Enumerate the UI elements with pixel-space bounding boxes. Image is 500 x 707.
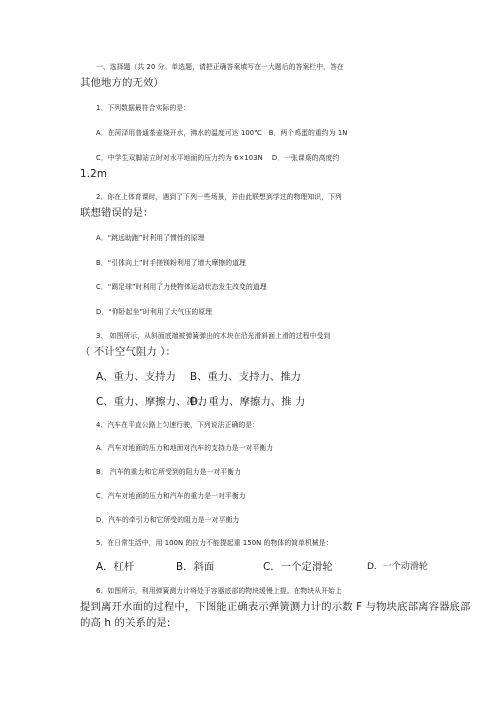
question-2-stem-continued: 联想错误的是： (80, 207, 154, 219)
question-2-option-d: D．“仰卧起坐”时利用了大气压的原理 (96, 308, 213, 316)
question-5-option-c: C．一个定滑轮 (263, 561, 333, 573)
question-4-option-a: A．汽车对地面的压力和地面对汽车的支持力是一对平衡力 (96, 444, 274, 452)
question-5-option-a: A．杠杆 (96, 561, 135, 573)
question-3-option-b: B、重力、支持力、推力 (190, 371, 302, 383)
question-1-options-line-2: C．中学生双脚站立时对水平地面的压力约为 6×103N D．一张课桌的高度约 (96, 154, 340, 162)
question-1-options-line-1: A．在菏泽用普通茶壶烧开水，沸水的温度可达 100℃ B．两个鸡蛋的重约为 1N (96, 129, 348, 137)
section-heading-continued: 其他地方的无效） (80, 77, 164, 89)
question-1-options-line-3: 1.2m (80, 168, 108, 180)
question-4-option-c: C．汽车对地面的压力和汽车的重力是一对平衡力 (96, 492, 246, 500)
question-4-stem: 4、汽车在平直公路上匀速行驶，下列说法正确的是: (96, 421, 255, 429)
question-5-option-d: D．一个动滑轮 (367, 562, 428, 572)
question-6-stem-continued-1: 提到离开水面的过程中，下图能正确表示弹簧测力计的示数 F 与物块底部离容器底部 (80, 601, 471, 613)
section-heading: 一、选择题（共 20 分。单选题，请把正确答案填写在一大题后的答案栏中，答在 (96, 63, 344, 71)
question-2-stem: 2、你在上体育课时，遇到了下列一些场景，并由此联想到学过的物理知识，下列 (96, 193, 342, 201)
question-3-stem: 3、 如图所示，从斜面底端被弹簧弹出的木块在沿光滑斜面上滑的过程中受到 (96, 332, 331, 340)
question-1-stem: 1、下列数据最符合实际的是： (96, 104, 191, 112)
question-2-option-a: A．“跳远助跑”时利用了惯性的原理 (96, 234, 205, 242)
question-3-option-a: A、重力、支持力 (96, 371, 176, 383)
question-5-option-b: B．斜面 (176, 561, 215, 573)
question-3-option-c: C、重力、摩擦力、冲力 (96, 396, 208, 408)
question-6-stem: 6、如图所示，利用弹簧测力计将处于容器底部的物块缓慢上提。在物块从开始上 (96, 587, 342, 595)
question-3-stem-continued: （ 不计空气阻力 ）： (80, 346, 177, 358)
question-3-option-d: D、重力、摩擦力、推 力 (190, 396, 306, 408)
question-4-option-b: B． 汽车的重力和它所受到的阻力是一对平衡力 (96, 468, 241, 476)
question-2-option-c: C．“踢足球”时利用了力使物体运动状态发生改变的道理 (96, 283, 267, 291)
question-2-option-b: B．“引体向上”时手搓镁粉利用了增大摩擦的道理 (96, 259, 246, 267)
question-4-option-d: D．汽车的牵引力和它所受的阻力是一对平衡力 (96, 516, 240, 524)
question-6-stem-continued-2: 的高 h 的关系的是: (80, 617, 171, 629)
question-5-stem: 5、在日常生活中，用 100N 的拉力不能提起重 150N 的物体的简单机械是： (96, 539, 333, 547)
